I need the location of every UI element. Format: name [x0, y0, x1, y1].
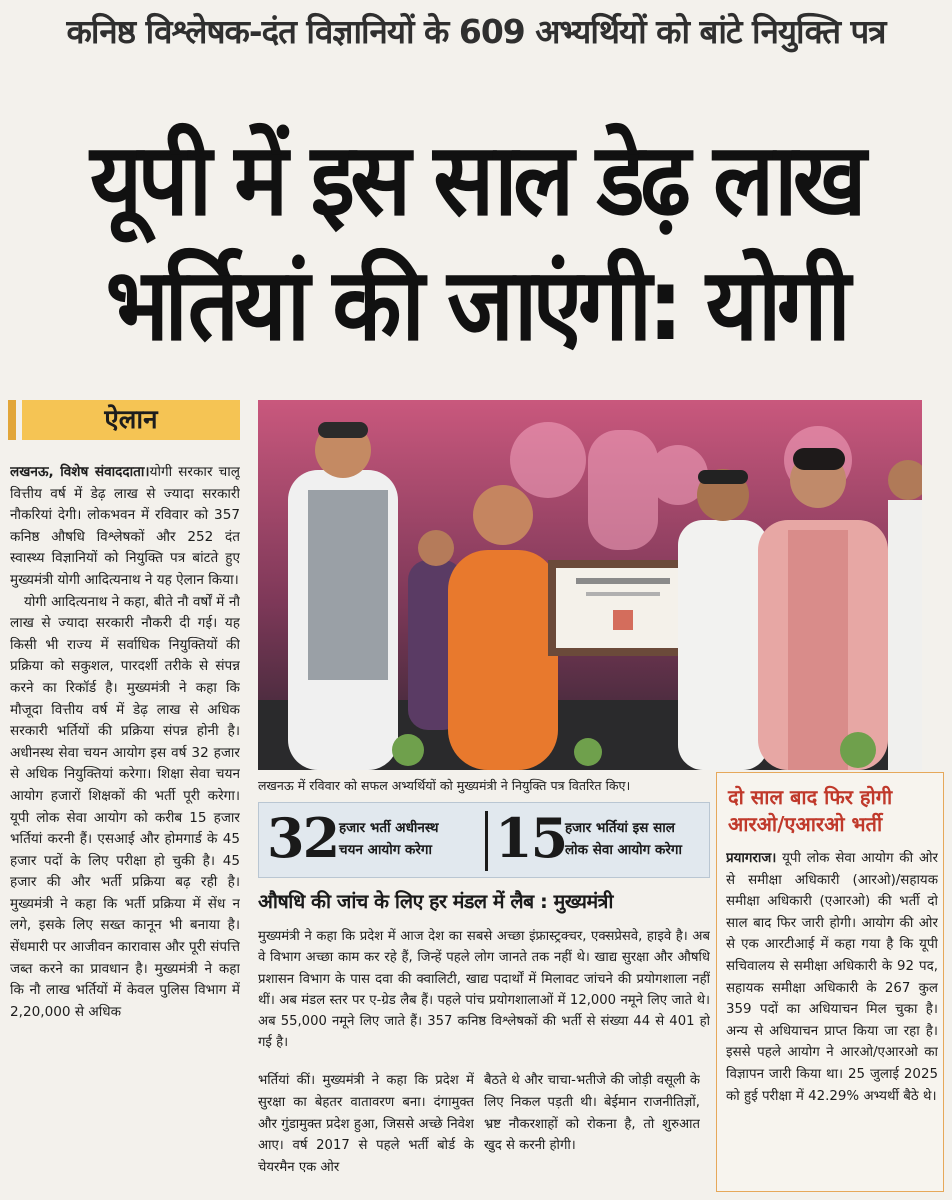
stat-label-1-line-1: हजार भर्ती अधीनस्थ [339, 820, 439, 836]
side-story-headline: दो साल बाद फिर होगी आरओ/एआरओ भर्ती [728, 785, 893, 836]
section-tag: ऐलान [22, 400, 240, 440]
stats-strip [258, 802, 710, 878]
stat-label-1-line-2: चयन आयोग करेगा [339, 842, 433, 858]
photo-caption: लखनऊ में रविवार को सफल अभ्यर्थियों को मुख्यमंत्री ने नियुक्ति पत्र वितरित किए। [258, 778, 631, 793]
stat-number-1: 32 [267, 806, 339, 870]
left-para-1: योगी सरकार चालू वित्तीय वर्ष में डेढ़ लाख से ज्यादा सरकारी नौकरियां देगी। लोकभवन में रविवार को 357 कनिष्ठ औषधि विश्लेषकों और 252 दंत स्वास्थ्य विज्ञानियों को नियुक्ति पत्र बांटते हुए मुख्यमंत्री योगी आदित्यनाथ ने यह ऐलान किया। [10, 464, 240, 588]
side-story-body [726, 848, 938, 1188]
sub-story-headline: औषधि की जांच के लिए हर मंडल में लैब : मुख्यमंत्री [258, 890, 613, 913]
news-photo [258, 400, 922, 770]
stat-label-2-line-2: लोक सेवा आयोग करेगा [565, 842, 682, 858]
stats-divider [485, 811, 488, 871]
left-column-story [10, 462, 240, 1188]
left-para-2: योगी आदित्यनाथ ने कहा, बीते नौ वर्षों में नौ लाख से ज्यादा सरकारी नौकरी दी गई। यह किसी भी राज्य में सर्वाधिक नियुक्तियों की प्रक्रिया को सकुशल, पारदर्शी तरीके से संपन्न करने का रिकॉर्ड है। मुख्यमंत्री ने कहा कि मौजूदा वित्तीय वर्ष में डेढ़ लाख से अधिक सरकारी भर्तियों की प्रक्रिया संपन्न होनी है। अधीनस्थ सेवा चयन आयोग इस वर्ष 32 हजार से अधिक नियुक्तियां करेगा। शिक्षा सेवा चयन आयोग हजारों शिक्षकों की भर्ती पूरी करेगा। यूपी लोक सेवा आयोग को करीब 15 हजार भर्तियां करनी हैं। एसआई और होमगार्ड के 45 हजार पदों के लिए परीक्षा हो चुकी है। 45 हजार की और भर्ती प्रक्रिया बढ़ रही है। मुख्यमंत्री ने कहा कि भर्ती प्रक्रिया में सेंध न लगे, इसके लिए सख्त कानून भी बनाया है। सेंधमारी पर आजीवन कारावास और पूरी संपत्ति जब्त करने का प्रावधान है। मुख्यमंत्री ने कहा कि नौ लाख भर्तियों में केवल पुलिस विभाग में 2,20,000 से अधिक [10, 593, 240, 1020]
side-dateline: प्रयागराज। [726, 851, 777, 866]
side-story-text: यूपी लोक सेवा आयोग की ओर से समीक्षा अधिकारी (आरओ)/सहायक समीक्षा अधिकारी (एआरओ) की भर्ती दो साल बाद फिर जारी होगी। आयोग की ओर से एक आरटीआई में कहा गया है कि यूपी सचिवालय से समीक्षा अधिकारी के 92 पद, सहायक समीक्षा अधिकारी के 267 कुल 359 पदों का अधियाचन मिल चुका है। अन्य से अधियाचन प्राप्त किया जा रहा है। इससे पहले आयोग ने आरओ/एआरओ का विज्ञापन जारी किया था। 25 जुलाई 2025 को हुई परीक्षा में 42.29% अभ्यर्थी बैठे थे। [726, 851, 938, 1104]
stat-label-2-line-1: हजार भर्तियां इस साल [565, 820, 675, 836]
section-tag-accent [8, 400, 16, 440]
sub-story-body: मुख्यमंत्री ने कहा कि प्रदेश में आज देश का सबसे अच्छा इंफ्रास्ट्रक्चर, एक्सप्रेसवे, हाइवे है। अब वे विभाग अच्छा काम कर रहे हैं, जिन्हें पहले लोग जानते तक नहीं थे। खाद्य सुरक्षा और औषधि प्रशासन विभाग के पास दवा की क्वालिटी, खाद्य पदार्थों में मिलावट जांचने की प्रयोगशाला नहीं थीं। अब मंडल स्तर पर ए-ग्रेड लैब हैं। पहले पांच प्रयोगशालाओं में 12,000 नमूने लिए जाते थे। अब 55,000 नमूने लिए जाते हैं। 357 कनिष्ठ विश्लेषकों की भर्ती से संख्या 44 से 401 हो गई है। [258, 929, 710, 1051]
kicker-headline: कनिष्ठ विश्लेषक-दंत विज्ञानियों के 609 अभ्यर्थियों को बांटे नियुक्ति पत्र [66, 12, 886, 51]
dateline: लखनऊ, विशेष संवाददाता। [10, 464, 150, 480]
photo-illustration [258, 400, 922, 770]
main-headline-line-1: यूपी में इस साल डेढ़ लाख [89, 121, 863, 238]
bottom-column-1: भर्तियां कीं। मुख्यमंत्री ने कहा कि प्रदेश में सुरक्षा का बेहतर वातावरण बना। दंगामुक्त और गुंडामुक्त प्रदेश हुआ, जिससे अच्छे निवेश आए। वर्ष 2017 से पहले भर्ती बोर्ड के चेयरमैन एक ओर [258, 1073, 474, 1176]
stat-number-2: 15 [495, 806, 567, 870]
bottom-column-2: बैठते थे और चाचा-भतीजे की जोड़ी वसूली के लिए निकल पड़ती थी। बेईमान राजनीतिज्ञों, भ्रष्ट नौकरशाहों को रोकना है, तो शुरुआत खुद से करनी होगी। [484, 1073, 700, 1154]
main-headline-line-2: भर्तियां की जाएंगी: योगी [105, 246, 847, 363]
